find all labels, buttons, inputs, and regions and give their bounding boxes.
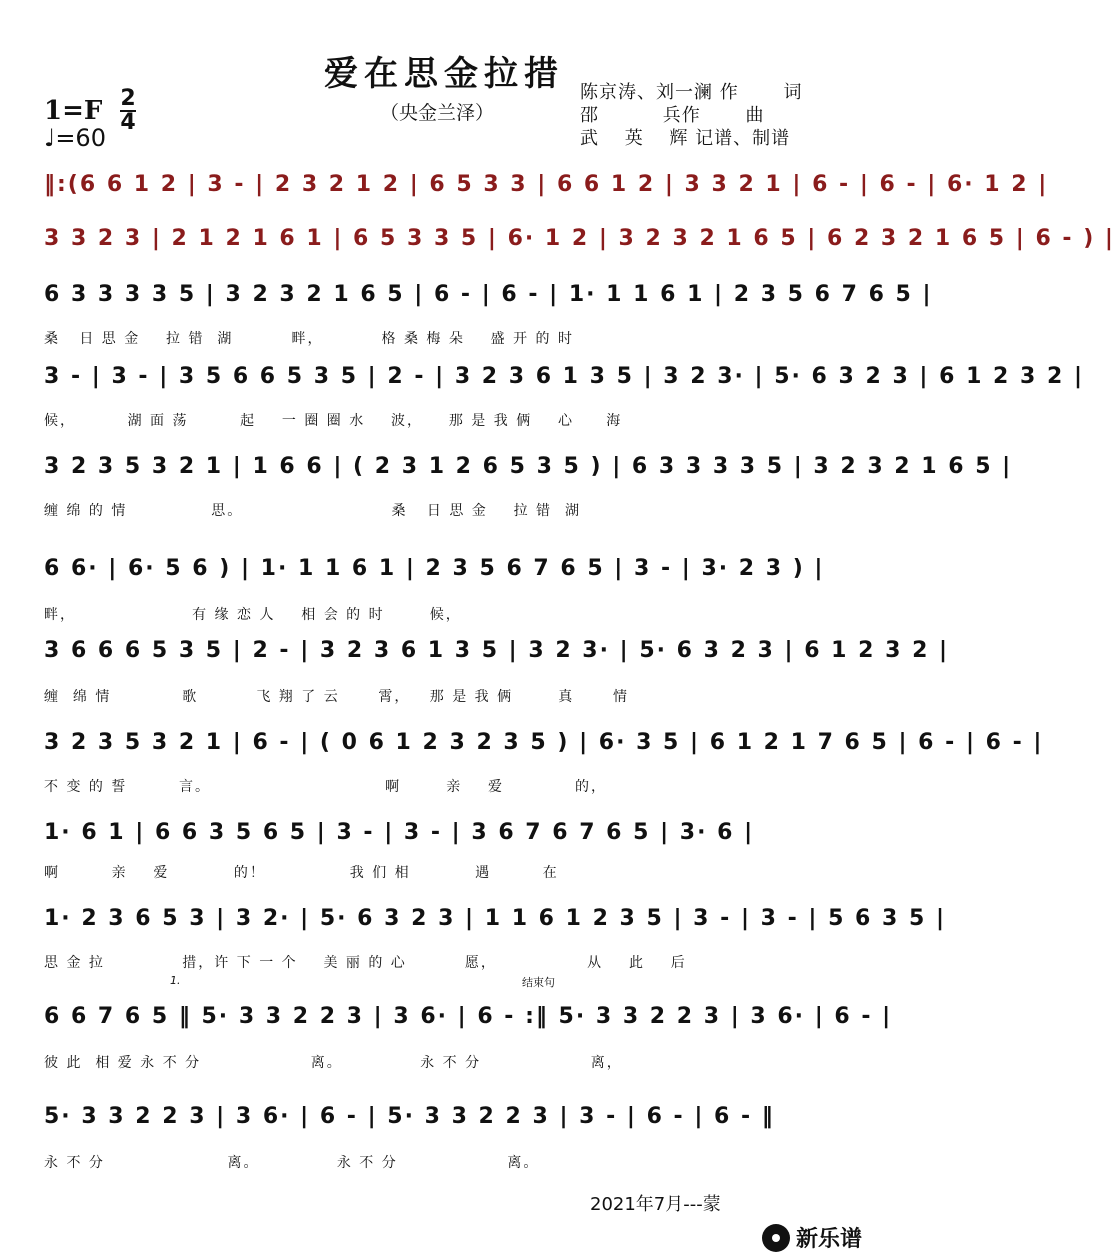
transcription-date: 2021年7月---蒙: [590, 1194, 721, 1215]
composer-credit: 邵 兵作 曲: [580, 105, 765, 126]
score-line-4: 3 - | 3 - | 3 5 6 6 5 3 5 | 2 - | 3 2 3 6 1 3 5 | 3 2 3· | 5· 6 3 2 3 | 6 1 2 3 2 |: [44, 364, 1084, 389]
score-line-8: 3 2 3 5 3 2 1 | 6 - | ( 0 6 1 2 3 2 3 5 ) | 6· 3 5 | 6 1 2 1 7 6 5 | 6 - | 6 - |: [44, 730, 1044, 755]
record-disc-icon: [762, 1224, 790, 1252]
lyric-line-5: 缠 绵 的 情 思。 桑 日 思 金 拉 错 湖: [44, 503, 581, 519]
time-signature-top: 2: [120, 86, 136, 111]
lyricist-credit: 陈京涛、刘一澜 作 词: [580, 82, 803, 103]
lyric-line-12: 永 不 分 离。 永 不 分 离。: [44, 1155, 540, 1171]
lyric-line-9: 啊 亲 爱 的！ 我 们 相 遇 在: [44, 865, 559, 881]
score-line-1: ‖:(6 6 1 2 | 3 - | 2 3 2 1 2 | 6 5 3 3 | 6 6 1 2 | 3 3 2 1 | 6 - | 6 - | 6· 1 2 |: [44, 172, 1049, 197]
time-signature: [120, 88, 136, 134]
lyric-line-8: 不 变 的 誓 言。 啊 亲 爱 的，: [44, 779, 608, 795]
lyric-line-11: 彼 此 相 爱 永 不 分 离。 永 不 分 离，: [44, 1055, 623, 1071]
lyric-line-3: 桑 日 思 金 拉 错 湖 畔， 格 桑 梅 朵 盛 开 的 时: [44, 331, 575, 347]
score-line-10: 1· 2 3 6 5 3 | 3 2· | 5· 6 3 2 3 | 1 1 6 1 2 3 5 | 3 - | 3 - | 5 6 3 5 |: [44, 906, 946, 931]
lyric-line-7: 缠 绵 情 歌 飞 翔 了 云 霄， 那 是 我 俩 真 情: [44, 689, 629, 705]
score-line-3: 6 3 3 3 3 5 | 3 2 3 2 1 6 5 | 6 - | 6 - | 1· 1 1 6 1 | 2 3 5 6 7 6 5 |: [44, 282, 933, 307]
brand-name: 新乐谱: [796, 1227, 863, 1252]
transcriber-credit: 武 英 辉 记谱、制谱: [580, 128, 791, 149]
score-line-2: 3 3 2 3 | 2 1 2 1 6 1 | 6 5 3 3 5 | 6· 1 2 | 3 2 3 2 1 6 5 | 6 2 3 2 1 6 5 | 6 - ) |: [44, 226, 1115, 251]
score-line-11: 6 6 7 6 5 ‖ 5· 3 3 2 2 3 | 3 6· | 6 - :‖ 5· 3 3 2 2 3 | 3 6· | 6 - |: [44, 1004, 893, 1029]
coda-ending-marker: 结束句: [522, 976, 555, 989]
score-line-5: 3 2 3 5 3 2 1 | 1 6 6 | ( 2 3 1 2 6 5 3 5 ) | 6 3 3 3 3 5 | 3 2 3 2 1 6 5 |: [44, 454, 1013, 479]
lyric-line-10: 思 金 拉 措，许 下 一 个 美 丽 的 心 愿， 从 此 后: [44, 955, 687, 971]
lyric-line-6: 畔， 有 缘 恋 人 相 会 的 时 候，: [44, 607, 462, 623]
score-line-6: 6 6· | 6· 5 6 ) | 1· 1 1 6 1 | 2 3 5 6 7 6 5 | 3 - | 3· 2 3 ) |: [44, 556, 825, 581]
singer-name: （央金兰泽）: [380, 102, 495, 124]
tempo-marking: ♩=60: [44, 124, 106, 152]
first-ending-marker: 1.: [170, 974, 181, 987]
brand-logo: [762, 1222, 862, 1253]
lyric-line-4: 候， 湖 面 荡 起 一 圈 圈 水 波， 那 是 我 俩 心 海: [44, 413, 623, 429]
score-line-7: 3 6 6 6 5 3 5 | 2 - | 3 2 3 6 1 3 5 | 3 2 3· | 5· 6 3 2 3 | 6 1 2 3 2 |: [44, 638, 950, 663]
score-line-9: 1· 6 1 | 6 6 3 5 6 5 | 3 - | 3 - | 3 6 7 6 7 6 5 | 3· 6 |: [44, 820, 755, 845]
time-signature-bottom: 4: [120, 110, 136, 135]
page-title: 爱在思金拉措: [324, 54, 564, 94]
key-signature: 1=F: [44, 96, 103, 126]
score-line-12: 5· 3 3 2 2 3 | 3 6· | 6 - | 5· 3 3 2 2 3 | 3 - | 6 - | 6 - ‖: [44, 1104, 775, 1129]
